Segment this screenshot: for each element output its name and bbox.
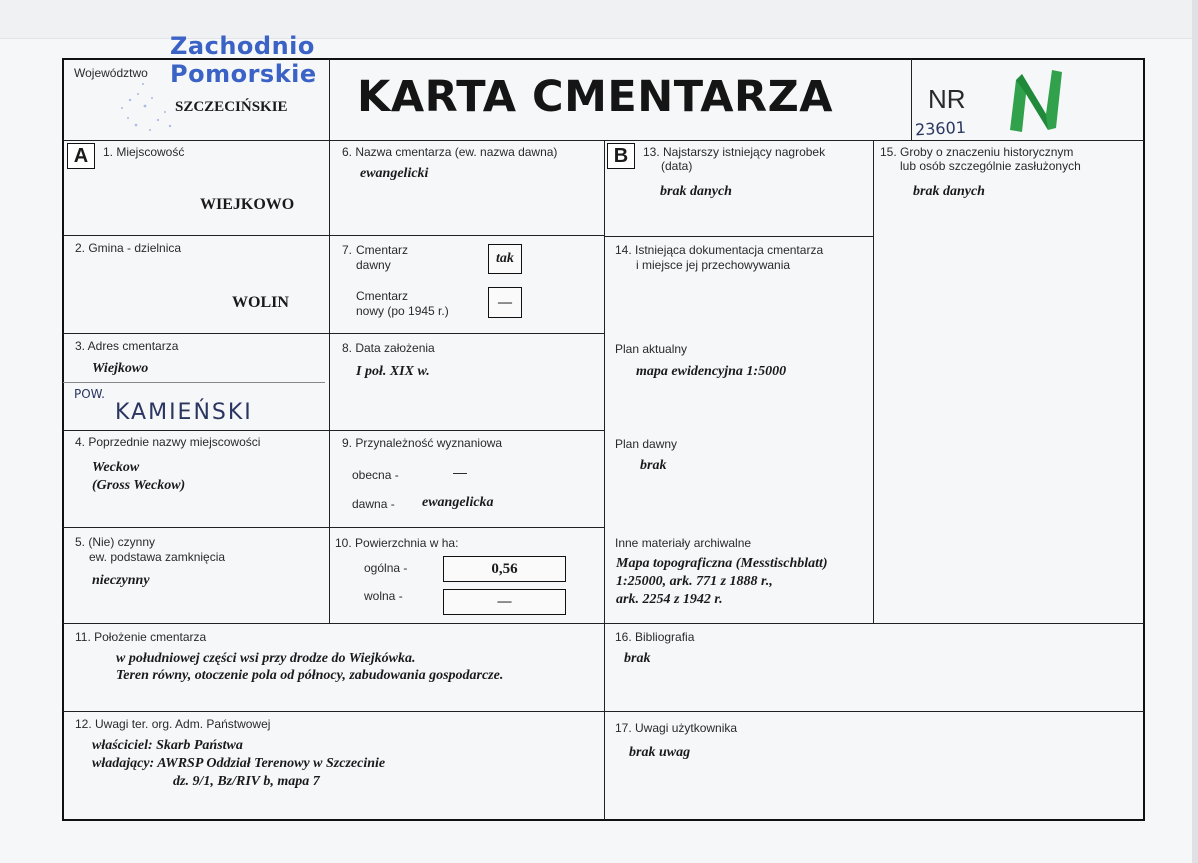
cmentarz-dawny-label-1: Cmentarz [356, 243, 409, 257]
powierzchnia-wolna-value: — [443, 589, 566, 615]
cmentarz-nowy-label-2: nowy (po 1945 r.) [356, 304, 449, 318]
stamp-line-2: Pomorskie [170, 60, 317, 88]
czynny-label-2: ew. podstawa zamknięcia [89, 550, 226, 564]
uwagi-ter-line-3: dz. 9/1, Bz/RIV b, mapa 7 [173, 774, 320, 789]
czynny-value: nieczynny [92, 573, 150, 588]
nazwa-value: ewangelicki [360, 166, 429, 181]
najstarszy-value: brak danych [660, 184, 732, 199]
address-underline [63, 382, 325, 383]
nr-label: NR [928, 84, 966, 114]
powierzchnia-label: 10. Powierzchnia w ha: [335, 536, 459, 550]
gmina-label: 2. Gmina - dzielnica [75, 241, 182, 255]
section-a-letter: A [67, 143, 95, 169]
uwagi-ter-line-1: właściciel: Skarb Państwa [92, 738, 243, 753]
data-zalozenia-value: I poł. XIX w. [356, 364, 430, 379]
najstarszy-label-2: (data) [661, 159, 693, 173]
najstarszy-label-1: 13. Najstarszy istniejący nagrobek [643, 145, 826, 159]
row-divider-a2 [63, 333, 604, 334]
przynaleznosc-dawna-value: ewangelicka [422, 495, 494, 510]
row-divider-a3 [63, 430, 604, 431]
col-divider-3 [873, 141, 874, 624]
row-divider-b1 [604, 236, 874, 237]
przynaleznosc-obecna-label: obecna - [352, 468, 399, 482]
adres-label: 3. Adres cmentarza [75, 339, 179, 353]
row-divider-bottom [63, 711, 1144, 712]
poprzednie-label: 4. Poprzednie nazwy miejscowości [75, 435, 261, 449]
przynaleznosc-obecna-value: — [453, 464, 467, 480]
row-divider-main [63, 623, 1144, 624]
polozenie-line-1: w południowej części wsi przy drodze do Wiejkówka. [116, 651, 416, 666]
powierzchnia-ogolna-value: 0,56 [443, 556, 566, 582]
inne-label: Inne materiały archiwalne [615, 536, 752, 550]
cmentarz-nowy-value: — [488, 287, 522, 318]
powierzchnia-wolna-label: wolna - [364, 589, 403, 603]
miejscowosc-label: 1. Miejscowość [103, 145, 185, 159]
groby-label-1: 15. Groby o znaczeniu historycznym [880, 145, 1074, 159]
groby-value: brak danych [913, 184, 985, 199]
nr-divider [911, 59, 912, 141]
plan-aktualny-value: mapa ewidencyjna 1:5000 [636, 364, 787, 379]
inne-line-3: ark. 2254 z 1942 r. [616, 592, 723, 607]
dokumentacja-label-2: i miejsce jej przechowywania [636, 258, 791, 272]
bibliografia-value: brak [624, 651, 651, 666]
section-b-letter: B [607, 143, 635, 169]
col-divider-1 [329, 59, 330, 624]
data-zalozenia-label: 8. Data założenia [342, 341, 435, 355]
uwagi-ter-label: 12. Uwagi ter. org. Adm. Państwowej [75, 717, 271, 731]
polozenie-line-2: Teren równy, otoczenie pola od północy, zabudowania gospodarcze. [116, 668, 504, 683]
miejscowosc-value: WIEJKOWO [200, 196, 295, 213]
groby-label-2: lub osób szczególnie zasłużonych [900, 159, 1081, 173]
powierzchnia-ogolna-label: ogólna - [364, 561, 408, 575]
uwagi-uzytkownika-value: brak uwag [629, 745, 691, 760]
poprzednie-line-2: (Gross Weckow) [92, 478, 186, 493]
inne-line-2: 1:25000, ark. 771 z 1888 r., [616, 574, 773, 589]
cmentarz-number: 7. [342, 243, 353, 257]
bibliografia-label: 16. Bibliografia [615, 630, 695, 644]
gmina-value: WOLIN [232, 294, 289, 311]
wojewodztwo-label: Województwo [74, 66, 148, 80]
col-divider-2 [604, 141, 605, 820]
poprzednie-line-1: Weckow [92, 460, 140, 475]
page-title: KARTA CMENTARZA [357, 72, 834, 122]
row-divider-a1 [63, 235, 604, 236]
stamp-line-1: Zachodnio [170, 32, 315, 60]
czynny-label-1: 5. (Nie) czynny [75, 535, 156, 549]
uwagi-uzytkownika-label: 17. Uwagi użytkownika [615, 721, 738, 735]
wojewodztwo-value: SZCZECIŃSKIE [175, 99, 288, 115]
cmentarz-nowy-label-1: Cmentarz [356, 289, 409, 303]
nr-marker [1004, 56, 1074, 138]
row-divider-a4 [63, 527, 604, 528]
plan-aktualny-label: Plan aktualny [615, 342, 688, 356]
pow-note: POW. [74, 387, 105, 401]
scan-right-edge [1192, 0, 1198, 863]
dokumentacja-label-1: 14. Istniejąca dokumentacja cmentarza [615, 243, 824, 257]
cmentarz-dawny-label-2: dawny [356, 258, 391, 272]
nr-marker-icon [1004, 56, 1074, 138]
polozenie-label: 11. Położenie cmentarza [75, 630, 207, 644]
cmentarz-dawny-value: tak [488, 244, 522, 274]
przynaleznosc-label: 9. Przynależność wyznaniowa [342, 436, 503, 450]
pow-value: KAMIEŃSKI [115, 400, 253, 425]
nazwa-label: 6. Nazwa cmentarza (ew. nazwa dawna) [342, 145, 558, 159]
uwagi-ter-line-2: władający: AWRSP Oddział Terenowy w Szczecinie [92, 756, 386, 771]
przynaleznosc-dawna-label: dawna - [352, 497, 395, 511]
nr-handwritten: 23601 [914, 117, 967, 140]
adres-value: Wiejkowo [92, 361, 149, 376]
inne-line-1: Mapa topograficzna (Messtischblatt) [616, 556, 828, 571]
plan-dawny-label: Plan dawny [615, 437, 678, 451]
plan-dawny-value: brak [640, 458, 667, 473]
